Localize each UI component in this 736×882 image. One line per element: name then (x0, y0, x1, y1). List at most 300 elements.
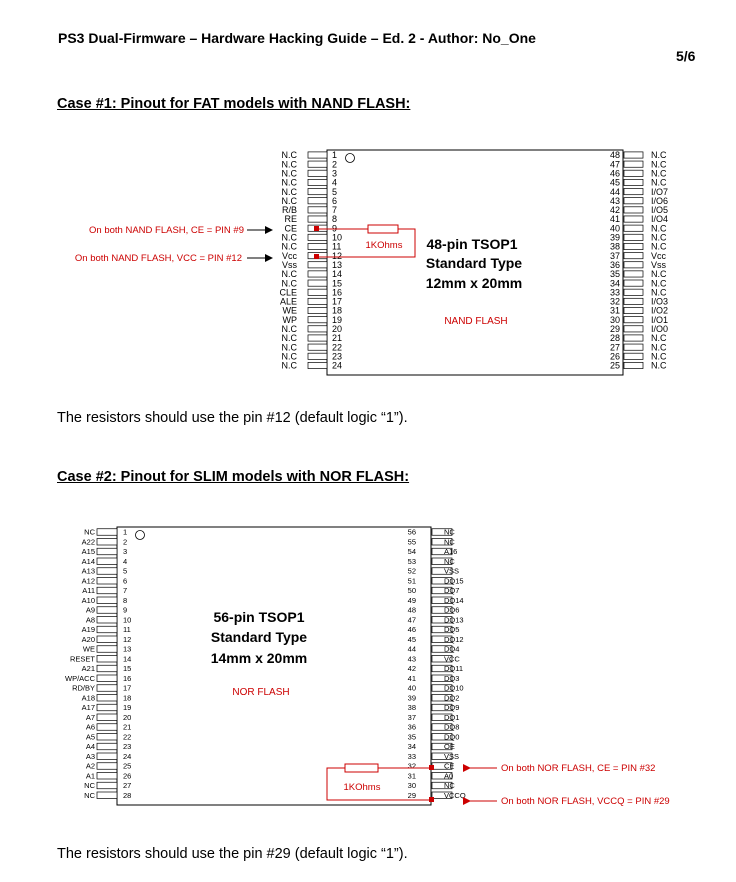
pin-name-label: A19 (81, 625, 95, 635)
pin-number-label: 20 (332, 324, 343, 334)
pin-stub (97, 685, 117, 692)
pin-number-label: 8 (123, 595, 128, 605)
page-number: 5/6 (676, 48, 696, 64)
pin-stub (97, 675, 117, 682)
pin-name-label: CE (444, 761, 455, 771)
pin-name-label: A18 (81, 693, 95, 703)
pin-number-label: 40 (609, 223, 620, 234)
pin-stub (308, 317, 327, 323)
pin-number-label: 31 (609, 305, 620, 316)
pin-stub (97, 636, 117, 643)
pin-number-label: 15 (332, 278, 343, 289)
pin-name-label: N.C (651, 342, 667, 353)
pin-number-label: 33 (407, 751, 416, 761)
pin-name-label: RESET (69, 654, 95, 664)
pin-name-label: A17 (81, 703, 95, 713)
pin-number-label: 17 (332, 296, 343, 307)
pin-name-label: A12 (81, 576, 95, 586)
pin-name-label: OE (444, 742, 455, 752)
pin-number-label: 16 (332, 287, 343, 298)
pin-name-label: N.C (281, 159, 297, 170)
pin-name-label: N.C (281, 360, 297, 371)
pin-number-label: 11 (123, 625, 131, 635)
pin-number-label: 33 (609, 287, 620, 298)
pin-number-label: 26 (609, 351, 620, 362)
pin-name-label: N.C (281, 333, 297, 344)
pin-stub (97, 704, 117, 711)
pin-number-label: 42 (407, 664, 416, 674)
nand-pin1-marker (346, 154, 355, 163)
pin-number-label: 54 (407, 547, 416, 557)
pin-stub (624, 298, 643, 304)
pin-number-label: 23 (332, 351, 343, 362)
pin-name-label: ALE (279, 296, 297, 307)
pin-number-label: 47 (407, 615, 416, 625)
pin-number-label: 7 (123, 586, 128, 596)
pin-name-label: A6 (85, 722, 95, 732)
pin-number-label: 4 (123, 556, 128, 566)
pin-name-label: A8 (85, 615, 95, 625)
nand-vcc-note: On both NAND FLASH, VCC = PIN #12 (74, 253, 242, 264)
pin-number-label: 12 (332, 250, 343, 261)
pin-stub (624, 207, 643, 213)
pin-number-label: 44 (609, 186, 620, 197)
pin-name-label: A11 (82, 586, 95, 596)
pin-name-label: N.C (651, 150, 667, 161)
pin-name-label: N.C (651, 351, 667, 362)
pin-stub (624, 307, 643, 313)
pin-name-label: R/B (281, 205, 297, 216)
pin-name-label: DQ2 (444, 693, 460, 703)
pin-name-label: I/O5 (651, 205, 669, 216)
pin-stub (97, 665, 117, 672)
pin-number-label: 24 (123, 751, 132, 761)
pin-name-label: NC (444, 537, 455, 547)
pin-stub (308, 170, 327, 176)
nand-resistor (368, 225, 398, 233)
pin-name-label: A14 (81, 556, 95, 566)
pin-number-label: 20 (123, 712, 132, 722)
pin-number-label: 14 (332, 269, 343, 280)
pin-name-label: N.C (281, 177, 297, 188)
pin-number-label: 3 (332, 168, 338, 179)
pin-number-label: 12 (123, 634, 132, 644)
pin-name-label: NC (444, 556, 455, 566)
pin-stub (308, 198, 327, 204)
pin-name-label: NC (84, 781, 95, 791)
pin-stub (624, 216, 643, 222)
nand-vcc-dot (314, 254, 319, 259)
pin-number-label: 42 (609, 205, 620, 216)
pin-name-label: A7 (85, 712, 95, 722)
pin-number-label: 9 (123, 605, 128, 615)
pin-name-label: N.C (651, 287, 667, 298)
case2-heading: Case #2: Pinout for SLIM models with NOR FLASH: (57, 469, 410, 485)
pin-name-label: A4 (85, 742, 95, 752)
pin-name-label: N.C (651, 241, 667, 252)
pin-stub (97, 646, 117, 653)
pin-name-label: A13 (81, 566, 95, 576)
nand-ce-note: On both NAND FLASH, CE = PIN #9 (89, 225, 244, 236)
nor-chip-label: NOR FLASH (232, 687, 290, 698)
pin-name-label: NC (84, 790, 95, 800)
pin-name-label: N.C (651, 223, 667, 234)
pin-stub (308, 271, 327, 277)
pin-stub (624, 225, 643, 231)
pin-stub (624, 189, 643, 195)
pin-number-label: 39 (407, 693, 416, 703)
pin-number-label: 8 (332, 214, 338, 225)
pin-stub (624, 243, 643, 249)
pin-number-label: 30 (609, 314, 620, 325)
pin-number-label: 2 (123, 537, 128, 547)
pin-stub (308, 189, 327, 195)
nand-chip-diagram (75, 150, 668, 375)
pin-stub (624, 280, 643, 286)
pin-name-label: DQ5 (444, 625, 460, 635)
pin-number-label: 38 (609, 241, 620, 252)
pin-name-label: A10 (81, 595, 95, 605)
pin-stub (624, 198, 643, 204)
pin-number-label: 2 (332, 159, 338, 170)
pin-number-label: 22 (123, 732, 132, 742)
pin-name-label: DQ10 (444, 683, 464, 693)
pin-name-label: N.C (281, 351, 297, 362)
pin-stub (308, 161, 327, 167)
pin-stub (624, 326, 643, 332)
pin-stub (97, 773, 117, 780)
pin-stub (308, 362, 327, 368)
pin-number-label: 52 (407, 566, 416, 576)
pin-number-label: 5 (332, 186, 338, 197)
pin-stub (97, 695, 117, 702)
pin-number-label: 55 (407, 537, 416, 547)
pin-stub (97, 587, 117, 594)
pin-number-label: 53 (407, 556, 416, 566)
pin-stub (624, 353, 643, 359)
pin-name-label: N.C (281, 342, 297, 353)
pin-stub (308, 207, 327, 213)
nor-pin1-marker (136, 531, 145, 540)
pin-stub (624, 253, 643, 259)
pin-number-label: 25 (609, 360, 620, 371)
pin-number-label: 44 (407, 644, 416, 654)
pin-number-label: 56 (407, 527, 416, 537)
pin-stub (97, 753, 117, 760)
pin-name-label: N.C (281, 269, 297, 280)
pin-name-label: N.C (281, 324, 297, 334)
pin-name-label: N.C (651, 177, 667, 188)
pin-number-label: 15 (123, 664, 132, 674)
case2-footer-note: The resistors should use the pin #29 (default logic “1”). (57, 846, 408, 862)
pin-stub (97, 792, 117, 799)
nand-chip-label: NAND FLASH (444, 316, 508, 327)
pin-stub (97, 558, 117, 565)
pin-stub (97, 656, 117, 663)
pin-number-label: 18 (123, 693, 132, 703)
pin-number-label: 43 (609, 195, 620, 206)
pin-name-label: CLE (279, 287, 297, 298)
pin-number-label: 30 (407, 781, 416, 791)
pin-name-label: A0 (444, 771, 454, 781)
pin-number-label: 4 (332, 177, 338, 188)
nand-resistor-label: 1KOhms (365, 240, 403, 251)
pin-name-label: N.C (651, 159, 667, 170)
pin-number-label: 10 (123, 615, 132, 625)
nand-chip-size: 12mm x 20mm (425, 275, 523, 291)
pin-number-label: 26 (123, 771, 132, 781)
pin-name-label: I/O4 (651, 214, 669, 225)
pin-name-label: N.C (281, 168, 297, 179)
pin-number-label: 21 (123, 722, 132, 732)
pin-number-label: 39 (609, 232, 620, 243)
pin-number-label: 22 (332, 342, 343, 353)
pin-name-label: VCCQ (444, 790, 466, 800)
pin-name-label: NC (84, 527, 95, 537)
pin-name-label: DQ8 (444, 722, 460, 732)
pin-number-label: 5 (123, 566, 128, 576)
pin-stub (308, 243, 327, 249)
pin-number-label: 38 (407, 703, 416, 713)
pin-number-label: 1 (123, 527, 128, 537)
pin-name-label: DQ6 (444, 605, 460, 615)
pin-stub (97, 724, 117, 731)
pin-name-label: DQ1 (444, 712, 460, 722)
pin-stub (97, 548, 117, 555)
pin-stub (624, 262, 643, 268)
pin-name-label: N.C (651, 360, 667, 371)
pin-name-label: WP (282, 314, 297, 325)
pin-name-label: WE (282, 305, 297, 316)
pin-stub (97, 763, 117, 770)
pin-number-label: 41 (609, 214, 620, 225)
nor-vccq-dot (429, 797, 434, 802)
pin-stub (97, 539, 117, 546)
pin-name-label: N.C (281, 278, 297, 289)
pin-name-label: DQ14 (444, 595, 464, 605)
pin-name-label: DQ0 (444, 732, 460, 742)
nor-ce-dot (429, 765, 434, 770)
pin-name-label: DQ12 (444, 634, 464, 644)
pin-name-label: DQ7 (444, 586, 460, 596)
pin-number-label: 16 (123, 673, 132, 683)
pin-number-label: 49 (407, 595, 416, 605)
pin-number-label: 41 (407, 673, 416, 683)
pin-name-label: I/O7 (651, 186, 669, 197)
pin-name-label: I/O3 (651, 296, 669, 307)
pin-number-label: 50 (407, 586, 416, 596)
pin-name-label: VSS (444, 751, 460, 761)
pin-name-label: A3 (85, 751, 95, 761)
nand-chip-type: Standard Type (425, 255, 523, 271)
pin-number-label: 3 (123, 547, 128, 557)
pin-number-label: 28 (609, 333, 620, 344)
pin-name-label: I/O1 (651, 314, 669, 325)
pin-name-label: N.C (281, 232, 297, 243)
pin-number-label: 45 (609, 177, 620, 188)
pin-number-label: 34 (407, 742, 416, 752)
pin-stub (97, 617, 117, 624)
pin-name-label: DQ9 (444, 703, 460, 713)
pin-number-label: 46 (609, 168, 620, 179)
pin-number-label: 7 (332, 205, 338, 216)
pin-stub (624, 362, 643, 368)
nor-resistor-label: 1KOhms (343, 782, 381, 793)
pin-name-label: VCC (444, 654, 460, 664)
pin-name-label: N.C (281, 186, 297, 197)
pin-name-label: N.C (651, 269, 667, 280)
pin-number-label: 31 (407, 771, 416, 781)
nor-chip-type: Standard Type (210, 629, 308, 645)
pin-number-label: 34 (609, 278, 620, 289)
pin-stub (624, 179, 643, 185)
pin-number-label: 19 (332, 314, 343, 325)
pin-stub (624, 335, 643, 341)
pin-stub (308, 179, 327, 185)
pin-stub (308, 326, 327, 332)
pin-number-label: 24 (332, 360, 343, 371)
pin-stub (624, 161, 643, 167)
pin-name-label: N.C (651, 333, 667, 344)
pin-name-label: WE (82, 644, 95, 654)
case1-heading: Case #1: Pinout for FAT models with NAND FLASH: (57, 96, 411, 112)
pin-name-label: RE (284, 214, 297, 225)
pin-number-label: 13 (332, 259, 343, 270)
pin-number-label: 32 (609, 296, 620, 307)
pin-number-label: 48 (407, 605, 416, 615)
pin-stub (97, 578, 117, 585)
pin-number-label: 46 (407, 625, 416, 635)
pin-stub (308, 289, 327, 295)
nor-chip-diagram (65, 527, 670, 807)
pin-stub (97, 568, 117, 575)
case1-footer-note: The resistors should use the pin #12 (default logic “1”). (57, 410, 408, 426)
pin-name-label: A21 (81, 664, 95, 674)
nor-chip-body (117, 527, 431, 805)
pin-name-label: N.C (651, 232, 667, 243)
nor-vccq-note: On both NOR FLASH, VCCQ = PIN #29 (501, 796, 670, 807)
pin-number-label: 21 (332, 333, 343, 344)
pin-name-label: N.C (281, 241, 297, 252)
pin-name-label: N.C (651, 168, 667, 179)
pin-number-label: 14 (123, 654, 132, 664)
pin-number-label: 27 (123, 781, 132, 791)
pin-name-label: Vcc (651, 250, 667, 261)
pin-number-label: 32 (407, 761, 416, 771)
pin-number-label: 29 (609, 324, 620, 334)
pin-number-label: 25 (123, 761, 132, 771)
pin-stub (97, 626, 117, 633)
pin-name-label: DQ4 (444, 644, 460, 654)
pin-number-label: 51 (407, 576, 416, 586)
pin-stub (308, 152, 327, 158)
pin-number-label: 6 (332, 195, 338, 206)
pin-number-label: 36 (407, 722, 416, 732)
pin-number-label: 17 (123, 683, 132, 693)
pin-name-label: DQ3 (444, 673, 460, 683)
pin-name-label: RD/BY (72, 683, 95, 693)
nand-ce-dot (314, 226, 319, 231)
pin-name-label: Vss (281, 259, 297, 270)
pin-name-label: I/O0 (651, 324, 669, 334)
pin-name-label: A2 (85, 761, 95, 771)
pin-number-label: 40 (407, 683, 416, 693)
pin-name-label: DQ11 (444, 664, 464, 674)
pin-stub (97, 714, 117, 721)
pin-stub (308, 353, 327, 359)
pin-name-label: A9 (85, 605, 95, 615)
pin-number-label: 19 (123, 703, 132, 713)
pin-stub (624, 317, 643, 323)
pin-stub (97, 529, 117, 536)
pin-stub (624, 344, 643, 350)
pin-number-label: 29 (407, 790, 416, 800)
pin-name-label: N.C (651, 278, 667, 289)
pin-number-label: 37 (407, 712, 416, 722)
pin-name-label: N.C (281, 195, 297, 206)
pin-number-label: 48 (609, 150, 620, 161)
pin-stub (308, 298, 327, 304)
nor-ce-note: On both NOR FLASH, CE = PIN #32 (501, 763, 656, 774)
pin-stub (624, 271, 643, 277)
pin-name-label: A15 (81, 547, 95, 557)
pin-name-label: VSS (444, 566, 460, 576)
pin-name-label: Vss (651, 259, 667, 270)
pin-number-label: 28 (123, 790, 132, 800)
nand-chip-title: 48-pin TSOP1 (426, 236, 518, 252)
pin-name-label: A5 (85, 732, 95, 742)
pin-number-label: 47 (609, 159, 620, 170)
pin-number-label: 9 (332, 223, 338, 234)
pin-name-label: DQ15 (444, 576, 464, 586)
pin-stub (308, 216, 327, 222)
pin-stub (308, 344, 327, 350)
pin-name-label: A1 (85, 771, 95, 781)
pin-name-label: NC (444, 527, 455, 537)
pin-name-label: N.C (281, 150, 297, 161)
pin-number-label: 43 (407, 654, 416, 664)
pin-name-label: A20 (81, 634, 95, 644)
pin-stub (97, 782, 117, 789)
pin-number-label: 45 (407, 634, 416, 644)
pin-stub (308, 307, 327, 313)
pin-stub (97, 743, 117, 750)
pin-number-label: 10 (332, 232, 343, 243)
pin-number-label: 11 (332, 241, 342, 252)
pin-stub (97, 597, 117, 604)
pin-number-label: 13 (123, 644, 132, 654)
pin-name-label: A16 (444, 547, 458, 557)
pin-stub (97, 607, 117, 614)
pin-number-label: 35 (609, 269, 620, 280)
pin-number-label: 35 (407, 732, 416, 742)
pin-stub (624, 152, 643, 158)
pin-stub (308, 262, 327, 268)
pin-name-label: A22 (81, 537, 95, 547)
pin-number-label: 6 (123, 576, 128, 586)
pin-stub (624, 234, 643, 240)
pin-stub (308, 335, 327, 341)
pin-stub (624, 289, 643, 295)
nor-chip-size: 14mm x 20mm (210, 650, 308, 666)
pin-stub (97, 734, 117, 741)
nor-chip-title: 56-pin TSOP1 (213, 609, 305, 625)
pin-stub (624, 170, 643, 176)
pin-number-label: 37 (609, 250, 620, 261)
pin-name-label: I/O2 (651, 305, 669, 316)
pin-stub (308, 234, 327, 240)
pin-name-label: Vcc (281, 250, 297, 261)
